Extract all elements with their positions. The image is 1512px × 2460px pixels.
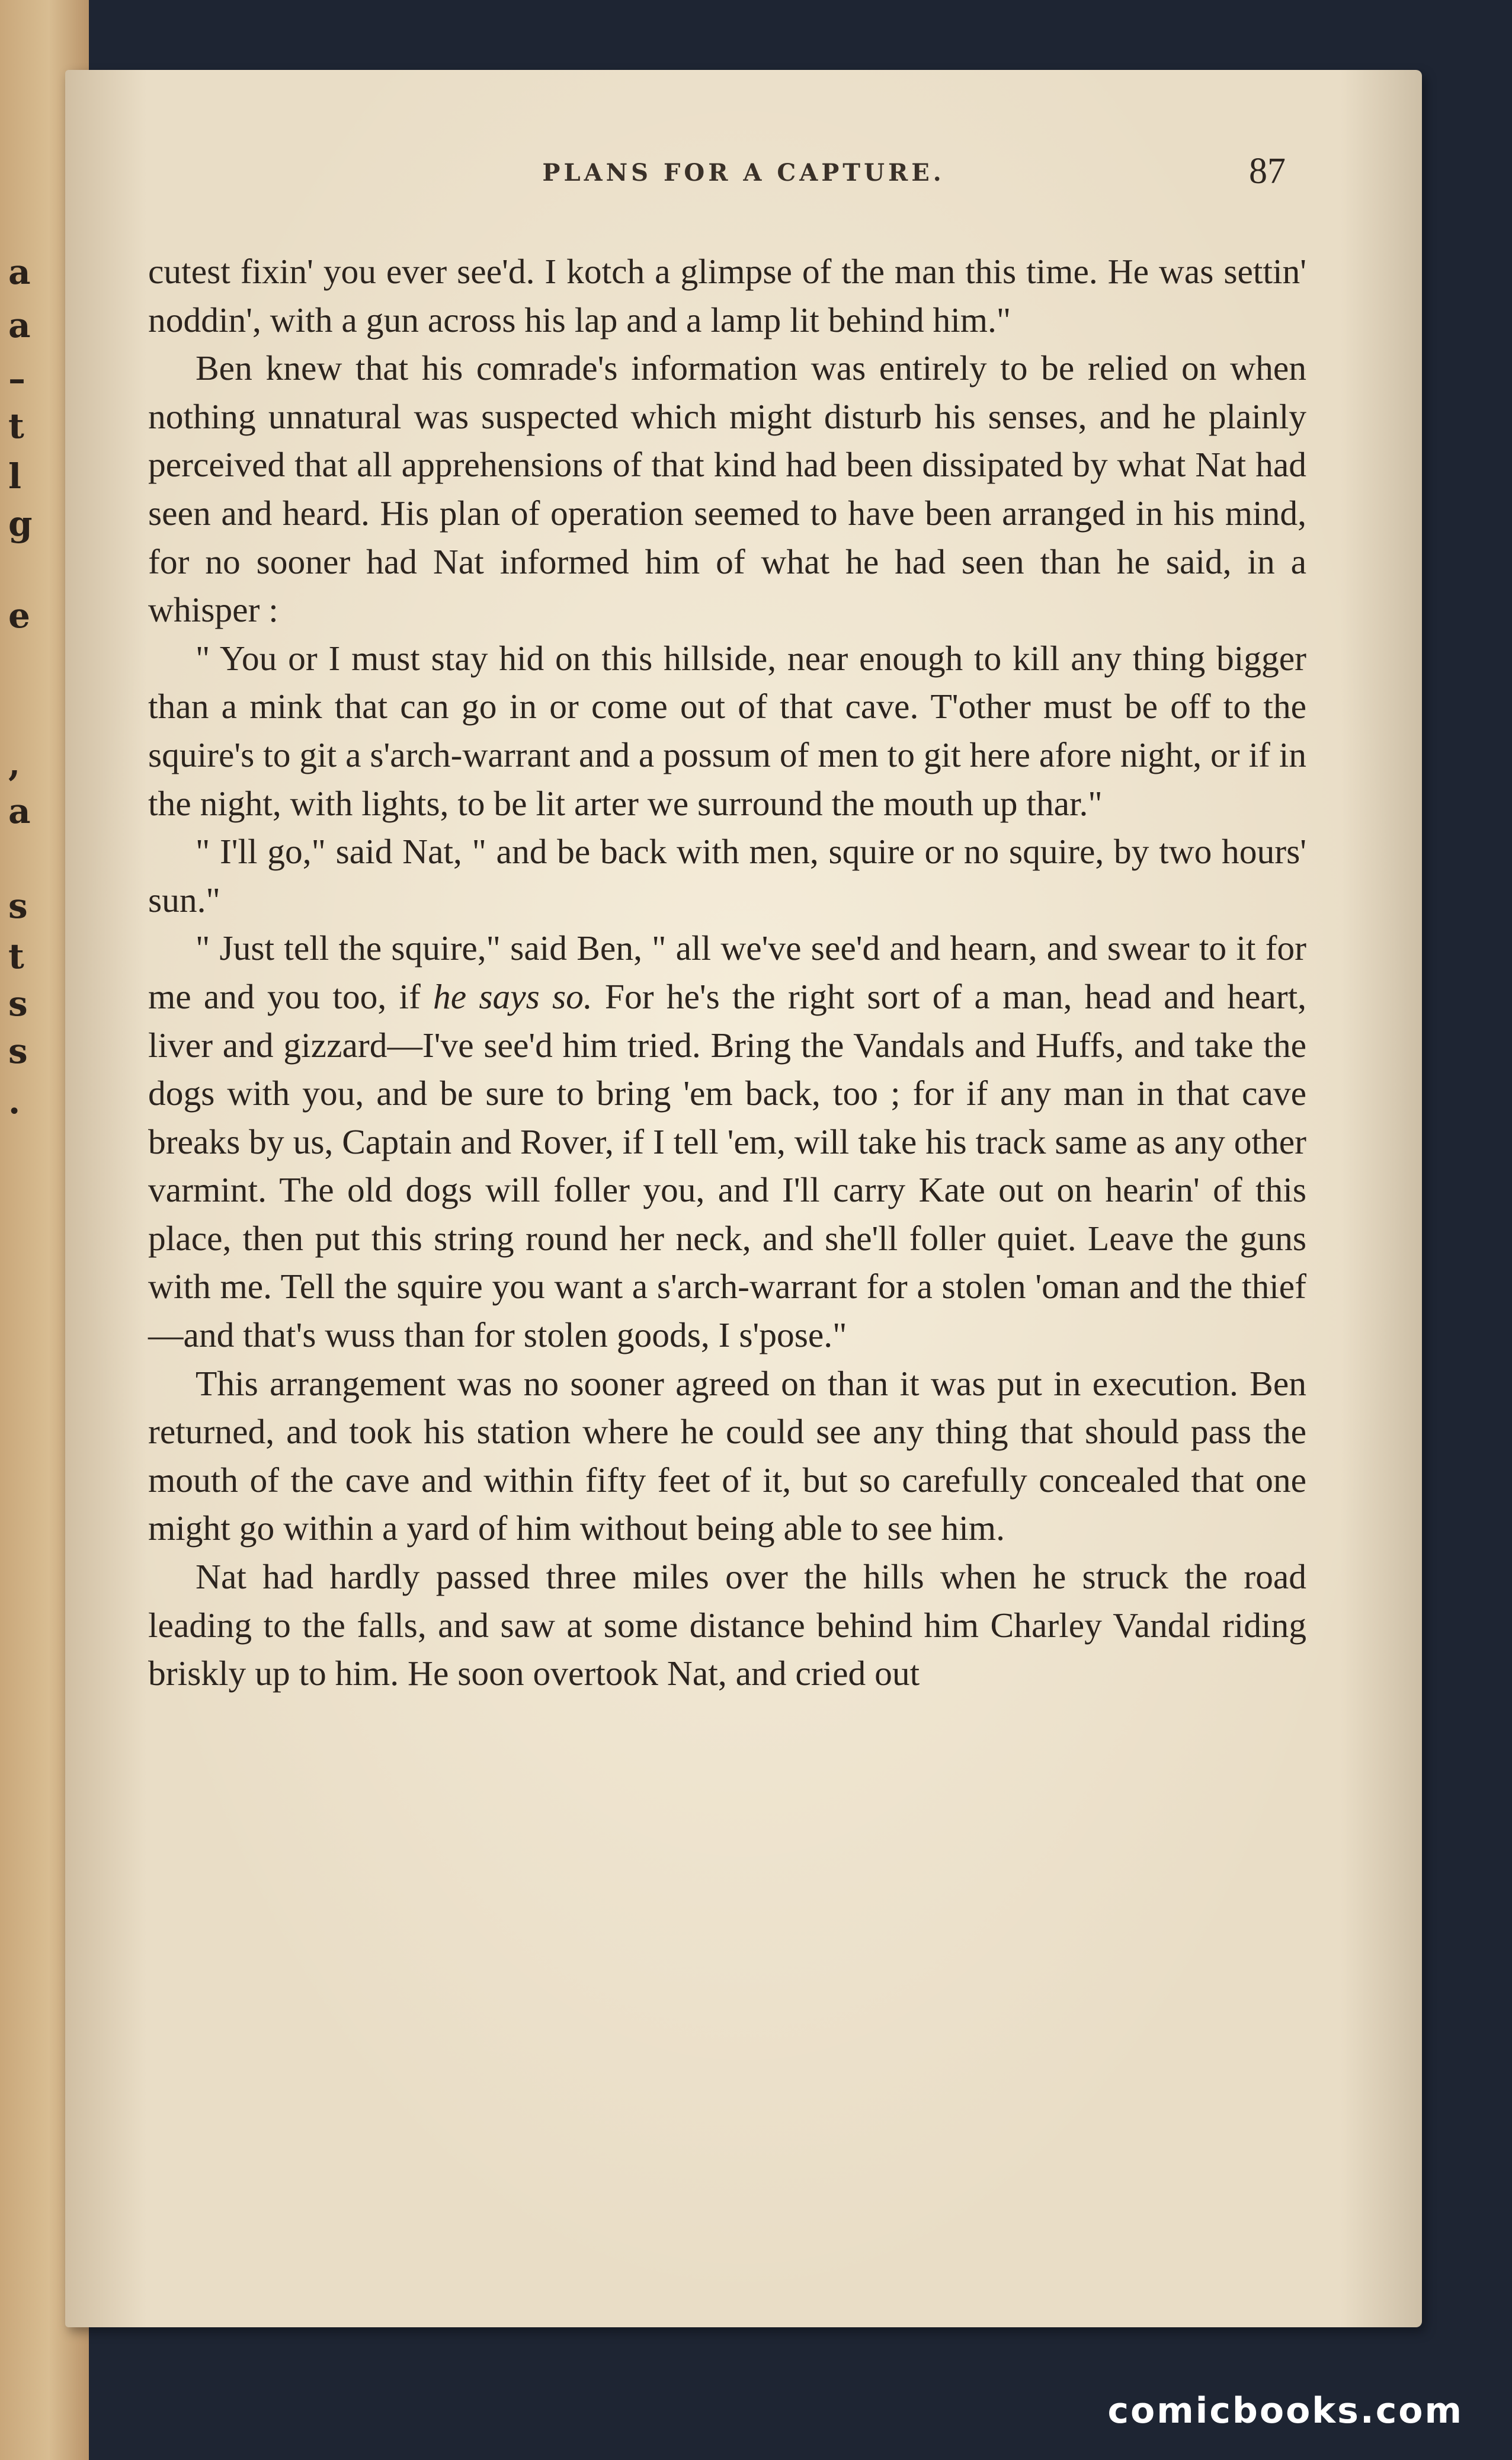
left-fragment: a bbox=[8, 252, 31, 292]
left-fragment: t bbox=[8, 406, 24, 446]
left-fragment: g bbox=[8, 504, 33, 544]
page-number: 87 bbox=[1249, 151, 1286, 191]
left-fragment: a bbox=[8, 305, 31, 345]
left-fragment: e bbox=[8, 595, 30, 636]
paragraph: cutest fixin' you ever see'd. I kotch a glimpse of the man this time. He was settin' noddin', with a gun across his lap and a lamp lit behind him." bbox=[148, 252, 1306, 339]
paragraph: Ben knew that his comrade's information was entirely to be relied on when nothing unnatural was suspected which might disturb his senses, and he plainly perceived that all apprehensions of that kind had been dissipated by what Nat had seen and heard. His plan of operation seemed to have been arranged in his mind, for no sooner had Nat informed him of what he had seen than he said, in a whisper : bbox=[148, 348, 1306, 630]
paragraph: " You or I must stay hid on this hillside, near enough to kill any thing bigger than a mink that can go in or come out of that cave. T'other must be off to the squire's to git a s'arch-warrant and a possum of men to git here afore night, or if in the night, with lights, to be lit arter we surround the mouth up thar." bbox=[148, 638, 1306, 823]
italic-phrase: he says so. bbox=[433, 976, 592, 1016]
paragraph: " I'll go," said Nat, " and be back with men, squire or no squire, by two hours' sun." bbox=[148, 832, 1306, 920]
left-fragment: l bbox=[8, 456, 22, 497]
left-fragment: a bbox=[8, 791, 31, 831]
paragraph-text: " Just tell the squire," said Ben, " all we've see'd and hearn, and swear to it for me and you too, if bbox=[148, 928, 1306, 1016]
book-page bbox=[65, 70, 1422, 2327]
paragraph-text: For he's the right sort of a man, head and heart, liver and gizzard—I've see'd him tried. Bring the Vandals and Huffs, and take the dogs with you, and be sure to bring 'em back, too ; for if any man in that cave breaks by us, Captain and Rover, if I tell 'em, will take his track same as any other varmint. The old dogs will foller you, and I'll carry Kate out on hearin' of this place, then put this string round her neck, and she'll foller quiet. Leave the guns with me. Tell the squire you want a s'arch-warrant for a stolen 'oman and the thief—and that's wuss than for stolen goods, I s'pose." bbox=[148, 976, 1306, 1355]
paragraph bbox=[148, 924, 1306, 1359]
watermark: comicbooks.com bbox=[1107, 2390, 1463, 2432]
paragraph: Nat had hardly passed three miles over the hills when he struck the road leading to the falls, and saw at some distance behind him Charley Vandal riding briskly up to him. He soon overtook Nat, and cried out bbox=[148, 1557, 1306, 1693]
left-fragment: t bbox=[8, 936, 24, 976]
left-fragment: s bbox=[8, 1031, 28, 1071]
body-text bbox=[148, 248, 1306, 1698]
left-fragment: – bbox=[8, 358, 25, 399]
paragraph: This arrangement was no sooner agreed on than it was put in execution. Ben returned, and took his station where he could see any thing that should pass the mouth of the cave and within fifty feet of it, but so carefully concealed that one might go within a yard of him without being able to see him. bbox=[148, 1363, 1306, 1548]
left-fragment: s bbox=[8, 886, 28, 926]
left-fragment: s bbox=[8, 984, 28, 1024]
left-fragment: , bbox=[8, 744, 21, 784]
left-fragment: . bbox=[8, 1081, 21, 1122]
running-head: PLANS FOR A CAPTURE. bbox=[542, 159, 945, 187]
